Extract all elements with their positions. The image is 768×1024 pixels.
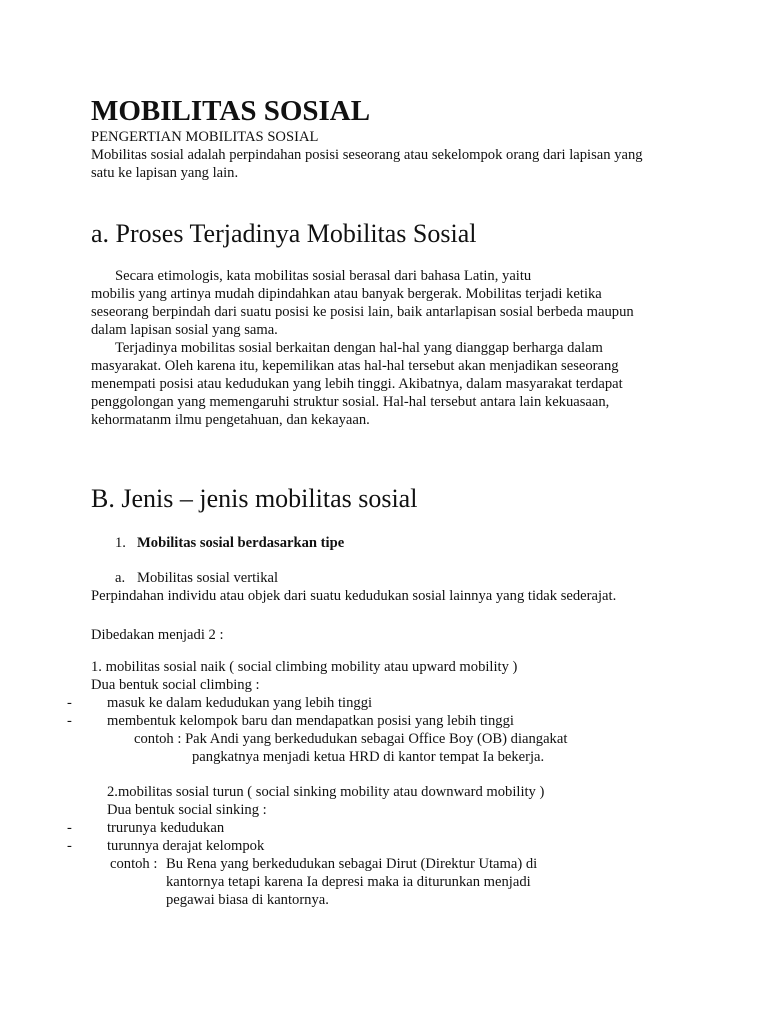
section-a-paragraph-line: dalam lapisan sosial yang sama.	[91, 322, 278, 338]
list-item: masuk ke dalam kedudukan yang lebih tinggi	[107, 695, 373, 711]
pengertian-text-line: Mobilitas sosial adalah perpindahan posisi seseorang atau sekelompok orang dari lapisan yang	[91, 147, 643, 163]
list-number: 1.	[115, 535, 126, 551]
dibedakan-text: Dibedakan menjadi 2 :	[91, 627, 224, 643]
section-a-paragraph-line: mobilis yang artinya mudah dipindahkan atau banyak bergerak. Mobilitas terjadi ketika	[91, 286, 602, 302]
section-a-paragraph-line: penggolongan yang memengaruhi struktur sosial. Hal-hal tersebut antara lain kekuasaan,	[91, 394, 610, 410]
section-a-paragraph-line: Terjadinya mobilitas sosial berkaitan dengan hal-hal yang dianggap berharga dalam	[115, 340, 603, 356]
contoh-line: pangkatnya menjadi ketua HRD di kantor tempat Ia bekerja.	[192, 749, 545, 765]
section-a-paragraph-line: kehormatanm ilmu pengetahuan, dan kekayaan.	[91, 412, 370, 428]
list-item: trurunya kedudukan	[107, 820, 225, 836]
naik-sub: Dua bentuk social climbing :	[91, 677, 260, 693]
list-item: turunnya derajat kelompok	[107, 838, 265, 854]
bullet-dash: -	[67, 820, 72, 836]
contoh-line: contoh : Pak Andi yang berkedudukan sebagai Office Boy (OB) diangakat	[134, 731, 568, 747]
list-letter: a.	[115, 570, 126, 586]
section-a-paragraph-line: seseorang berpindah dari suatu posisi ke posisi lain, baik antarlapisan sosial berbeda maupun	[91, 304, 634, 320]
list-item-label: Mobilitas sosial berdasarkan tipe	[137, 535, 345, 551]
turun-heading: 2.mobilitas sosial turun ( social sinking mobility atau downward mobility )	[107, 784, 545, 800]
pengertian-heading: PENGERTIAN MOBILITAS SOSIAL	[91, 129, 319, 145]
contoh-label: contoh :	[110, 856, 158, 872]
bullet-dash: -	[67, 838, 72, 854]
list-item-label: Mobilitas sosial vertikal	[137, 570, 279, 586]
list-item: membentuk kelompok baru dan mendapatkan posisi yang lebih tinggi	[107, 713, 514, 729]
section-a-paragraph-line: masyarakat. Oleh karena itu, kepemilikan atas hal-hal tersebut akan menjadikan seseorang	[91, 358, 619, 374]
document-title: MOBILITAS SOSIAL	[91, 95, 371, 127]
bullet-dash: -	[67, 713, 72, 729]
section-a-paragraph-line: menempati posisi atau kedudukan yang lebih tinggi. Akibatnya, dalam masyarakat terdapat	[91, 376, 623, 392]
turun-sub: Dua bentuk social sinking :	[107, 802, 267, 818]
naik-heading: 1. mobilitas sosial naik ( social climbing mobility atau upward mobility )	[91, 659, 518, 675]
description-text: Perpindahan individu atau objek dari suatu kedudukan sosial lainnya yang tidak sederajat.	[91, 588, 617, 604]
section-b-heading: B. Jenis – jenis mobilitas sosial	[91, 484, 418, 513]
section-a-heading: a. Proses Terjadinya Mobilitas Sosial	[91, 219, 477, 248]
bullet-dash: -	[67, 695, 72, 711]
contoh-line: kantornya tetapi karena Ia depresi maka ia diturunkan menjadi	[166, 874, 531, 890]
contoh-line: Bu Rena yang berkedudukan sebagai Dirut (Direktur Utama) di	[166, 856, 538, 872]
pengertian-text-line: satu ke lapisan yang lain.	[91, 165, 239, 181]
contoh-line: pegawai biasa di kantornya.	[166, 892, 329, 908]
section-a-paragraph-line: Secara etimologis, kata mobilitas sosial berasal dari bahasa Latin, yaitu	[115, 268, 532, 284]
